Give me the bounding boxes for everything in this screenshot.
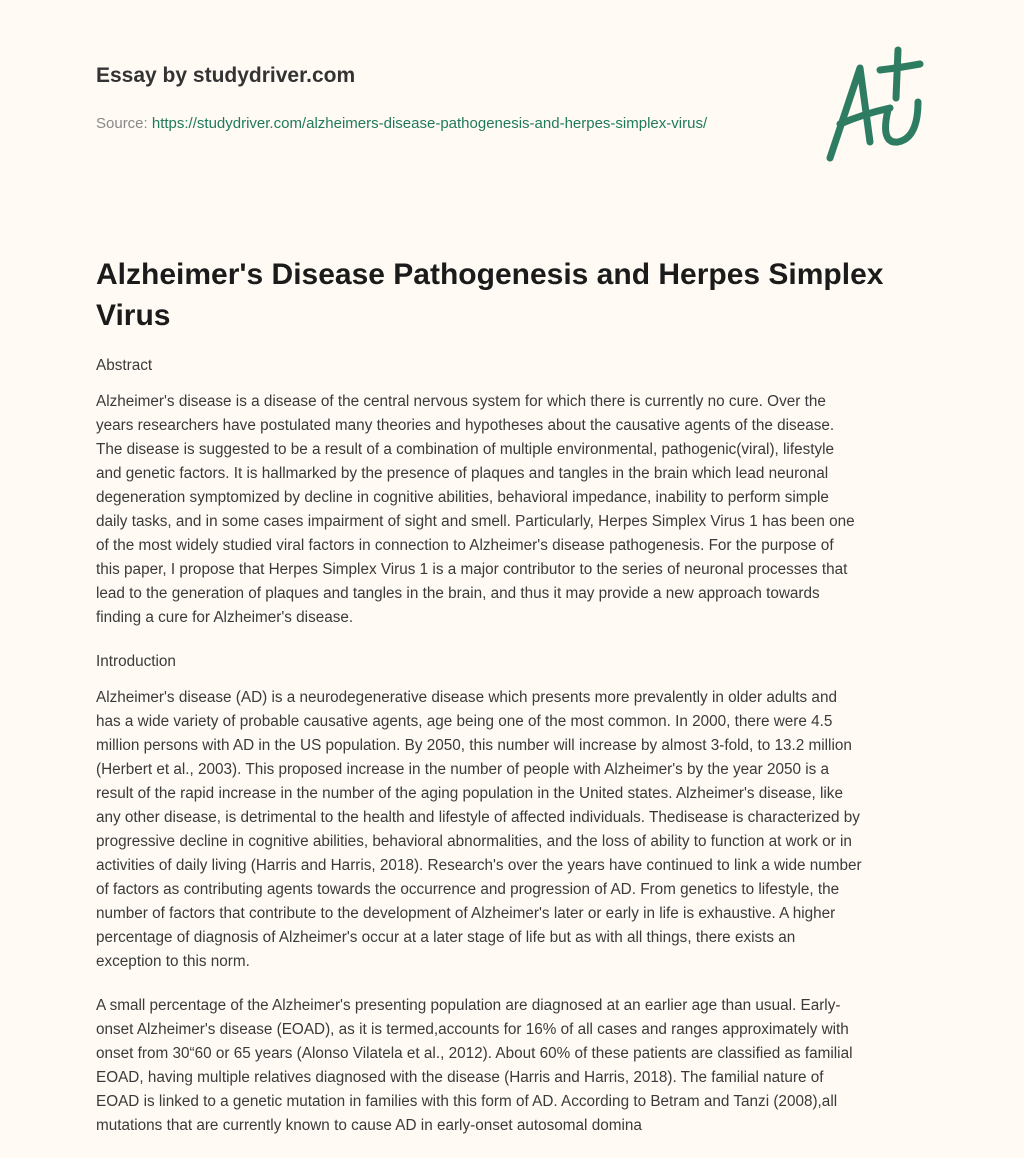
text-line: onset Alzheimer's disease (EOAD), as it is termed,accounts for 16% of all cases and ranges approximately with [96,1021,849,1038]
text-line: has a wide variety of probable causative agents, age being one of the most common. In 2000, there were 4.5 [96,713,833,730]
source-label: Source: [96,115,152,132]
text-line: mutations that are currently known to cause AD in early-onset autosomal domina [96,1117,642,1134]
paragraph [96,994,946,1138]
text-line: Alzheimer's disease (AD) is a neurodegenerative disease which presents more prevalently in older adults and [96,689,837,706]
text-line: progressive decline in cognitive abilities, behavioral abnormalities, and the loss of ability to function at work or in [96,833,852,850]
source-line [96,112,776,136]
section-heading: Abstract [96,357,153,374]
a-plus-logo-icon [818,40,928,165]
text-line: activities of daily living (Harris and Harris, 2018). Research's over the years have continued to link a wide number [96,857,862,874]
essay-title: Alzheimer's Disease Pathogenesis and Herpes Simplex Virus [96,258,884,332]
text-line: and genetic factors. It is hallmarked by the presence of plaques and tangles in the brain which lead neuronal [96,465,829,482]
paragraph [96,686,946,974]
text-line: daily tasks, and in some cases impairment of sight and smell. Particularly, Herpes Simplex Virus 1 has been one [96,513,855,530]
text-line: any other disease, is detrimental to the health and lifestyle of affected individuals. Thedisease is characterized by [96,809,860,826]
text-line: Alzheimer's disease is a disease of the central nervous system for which there is currently no cure. Over the [96,393,826,410]
text-line: of factors as contributing agents towards the occurrence and progression of AD. From genetics to lifestyle, the [96,881,840,898]
paragraph [96,390,946,630]
text-line: degeneration symptomized by decline in cognitive abilities, behavioral impedance, inability to perform simple [96,489,829,506]
text-line: A small percentage of the Alzheimer's presenting population are diagnosed at an earlier age than usual. Early- [96,997,841,1014]
text-line: number of factors that contribute to the development of Alzheimer's later or early in life is exhaustive. A higher [96,905,836,922]
source-link[interactable]: https://studydriver.com/alzheimers-disease-pathogenesis-and-herpes-simplex-virus/ [151,115,708,132]
text-line: onset from 30“60 or 65 years (Alonso Vilatela et al., 2012). About 60% of these patients are classified as familial [96,1045,853,1062]
text-line: of the most widely studied viral factors in connection to Alzheimer's disease pathogenesis. For the purpose of [96,537,834,554]
text-line: years researchers have postulated many theories and hypotheses about the causative agents of the disease. [96,417,835,434]
text-line: this paper, I propose that Herpes Simplex Virus 1 is a major contributor to the series of neuronal processes that [96,561,848,578]
site-title: Essay by studydriver.com [96,64,356,87]
text-line: EOAD is linked to a genetic mutation in families with this form of AD. According to Betram and Tanzi (2008),all [96,1093,838,1110]
text-line: exception to this norm. [96,953,250,970]
section-heading: Introduction [96,653,176,670]
text-line: (Herbert et al., 2003). This proposed increase in the number of people with Alzheimer's by the year 2050 is a [96,761,830,778]
text-line: percentage of diagnosis of Alzheimer's occur at a later stage of life but as with all things, there exists an [96,929,796,946]
text-line: The disease is suggested to be a result of a combination of multiple environmental, pathogenic(viral), lifestyle [96,441,835,458]
text-line: lead to the generation of plaques and tangles in the brain, and thus it may provide a new approach towards [96,585,820,602]
essay-body [96,354,946,1158]
text-line: finding a cure for Alzheimer's disease. [96,609,354,626]
text-line: million persons with AD in the US population. By 2050, this number will increase by almost 3-fold, to 13.2 million [96,737,852,754]
text-line: EOAD, having multiple relatives diagnosed with the disease (Harris and Harris, 2018). The familial nature of [96,1069,824,1086]
text-line: result of the rapid increase in the number of the aging population in the United states. Alzheimer's disease, like [96,785,843,802]
